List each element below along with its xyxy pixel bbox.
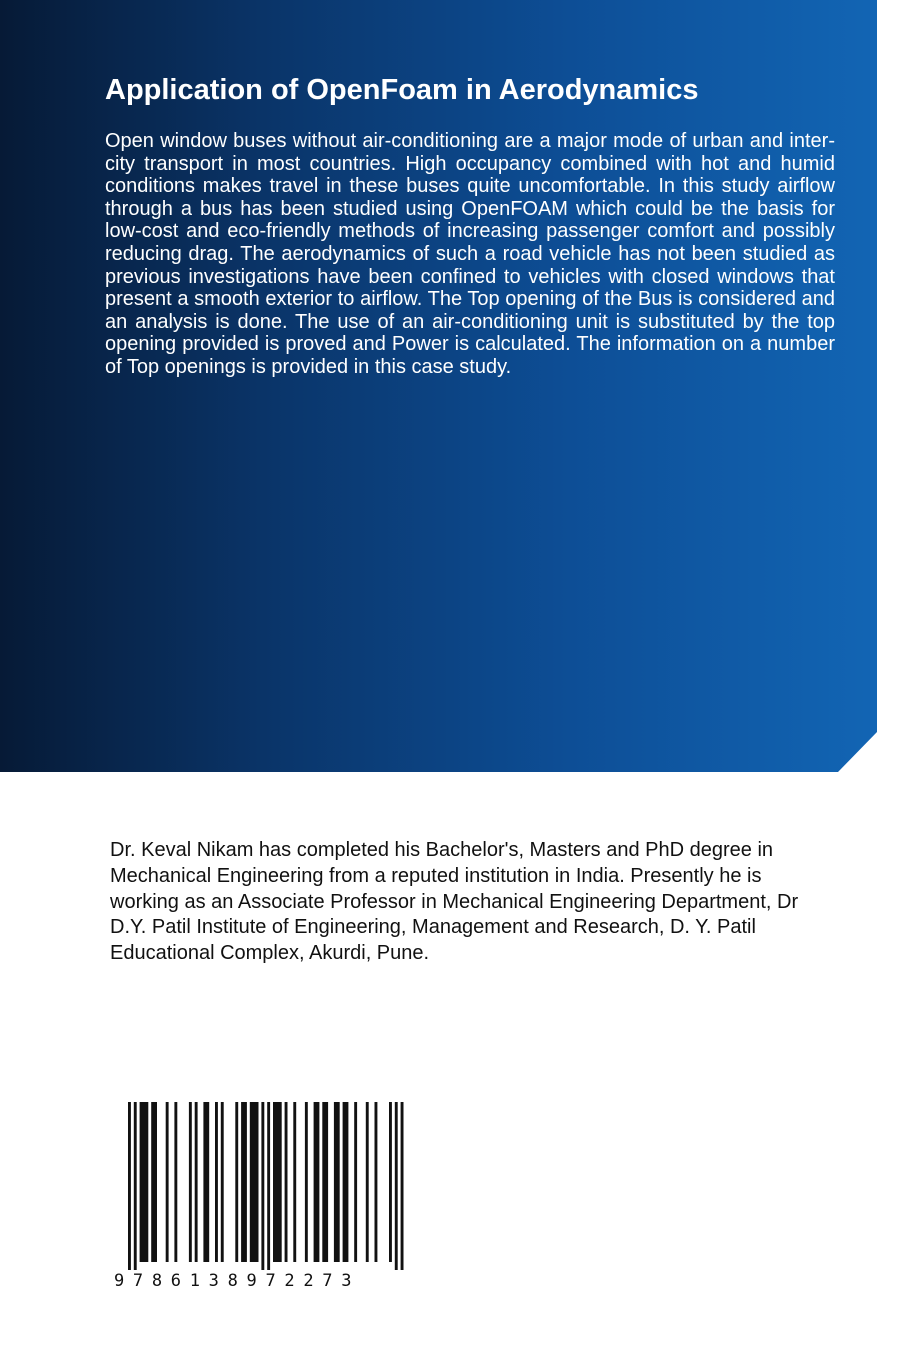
barcode-bar	[334, 1102, 340, 1262]
barcode-bar	[134, 1102, 137, 1272]
isbn-number: 9786138972273	[110, 1270, 434, 1300]
barcode-bar	[375, 1102, 378, 1262]
barcode-bar	[267, 1102, 270, 1272]
barcode-bar	[215, 1102, 218, 1262]
barcode-bar	[203, 1102, 209, 1262]
barcode-bar	[250, 1102, 259, 1262]
barcode-bar	[343, 1102, 349, 1262]
barcode-bars	[110, 1100, 430, 1275]
author-biography: Dr. Keval Nikam has completed his Bachelor's, Masters and PhD degree in Mechanical Engineering from a reputed institution in India. Presently he is working as an Associate Professor in Mechanical Engineering Department, Dr D.Y. Patil Institute of Engineering, Management and Research, D. Y. Patil Educational Complex, Akurdi, Pune.	[110, 839, 799, 965]
barcode-bar	[189, 1102, 192, 1262]
book-description: Open window buses without air-conditioning are a major mode of urban and inter-city transport in most countries. High occupancy combined with hot and humid conditions makes travel in these buses quite uncomfortable. In this study airflow through a bus has been studied using OpenFOAM which could be the basis for low-cost and eco-friendly methods of increasing passenger comfort and possibly reducing drag. The aerodynamics of such a road vehicle has not been studied as previous investigations have been confined to vehicles with closed windows that present a smooth exterior to airflow. The Top opening of the Bus is considered and an analysis is done. The use of an air-conditioning unit is substituted by the top opening provided is proved and Power is calculated. The information on a number of Top openings is provided in this case study.	[105, 130, 835, 378]
barcode-bar	[322, 1102, 328, 1262]
book-title: Application of OpenFoam in Aerodynamics	[105, 74, 699, 106]
barcode-bar	[166, 1102, 169, 1262]
barcode-bar	[140, 1102, 149, 1262]
barcode-bar	[241, 1102, 247, 1262]
barcode-bar	[305, 1102, 308, 1262]
barcode-bar	[314, 1102, 320, 1262]
barcode-bar	[151, 1102, 157, 1262]
barcode-bar	[285, 1102, 288, 1262]
barcode-bar	[195, 1102, 198, 1262]
barcode-bar	[354, 1102, 357, 1262]
isbn-barcode	[110, 1100, 430, 1300]
barcode-bar	[366, 1102, 369, 1262]
barcode-bar	[128, 1102, 131, 1272]
barcode-bar	[221, 1102, 224, 1262]
barcode-bar	[174, 1102, 177, 1262]
barcode-bar	[401, 1102, 404, 1272]
barcode-bar	[389, 1102, 392, 1262]
barcode-bar	[235, 1102, 238, 1262]
barcode-bar	[293, 1102, 296, 1262]
barcode-bar	[273, 1102, 282, 1262]
barcode-bar	[395, 1102, 398, 1272]
barcode-bar	[261, 1102, 264, 1272]
